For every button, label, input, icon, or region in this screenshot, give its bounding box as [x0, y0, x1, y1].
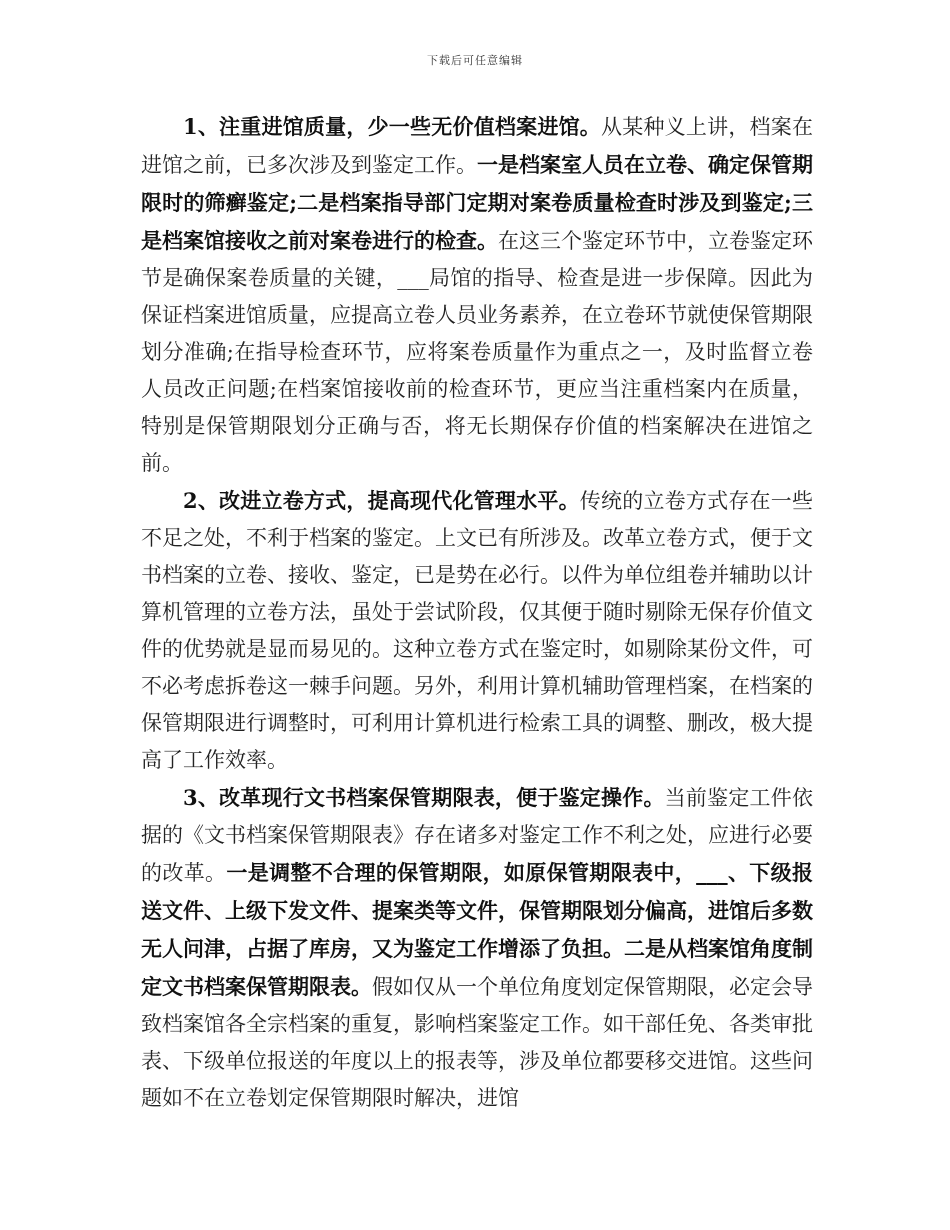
paragraph-2-text: 传统的立卷方式存在一些不足之处，不利于档案的鉴定。上文已有所涉及。改革立卷方式，便于文书档案的立卷、接收、鉴定，已是势在必行。以件为单位组卷并辅助以计算机管理的立卷方法，虽处于尝试阶段，仅其便于随时剔除无保存价值文件的优势就是显而易见的。这种立卷方式在鉴定时，如剔除某份文件，可不必考虑拆卷这一棘手问题。另外，利用计算机辅助管理档案，在档案的保管期限进行调整时，可利用计算机进行检索工具的调整、删改，极大提高了工作效率。 [141, 489, 813, 772]
paragraph-1-text: 从某种义上讲，档案在进馆之前，已多次涉及到鉴定工作。 [141, 115, 813, 177]
paragraph-2-heading: 2、改进立卷方式，提高现代化管理水平。 [183, 488, 580, 513]
document-body [141, 108, 813, 1117]
paragraph-2 [141, 482, 813, 779]
paragraph-3-text: 当前鉴定工件依据的《文书档案保管期限表》存在诸多对鉴定工作不利之处，应进行必要的改革。 [141, 786, 813, 885]
paragraph-1-emphasis: 一是档案室人员在立卷、确定保管期限时的筛癣鉴定;二是档案指导部门定期对案卷质量检查时涉及到鉴定;三是档案馆接收之前对案卷进行的检查。 [141, 152, 813, 253]
paragraph-3-text-rest: 假如仅从一个单位角度划定保管期限，必定会导致档案馆各全宗档案的重复，影响档案鉴定工作。如干部任免、各类审批表、下级单位报送的年度以上的报表等，涉及单位都要移交进馆。这些问题如不在立卷划定保管期限时解决，进馆 [141, 975, 813, 1110]
paragraph-1-heading: 1、注重进馆质量，少一些无价值档案进馆。 [183, 114, 602, 139]
paragraph-3-heading: 3、改革现行文书档案保管期限表，便于鉴定操作。 [183, 785, 665, 810]
paragraph-3-emphasis: 一是调整不合理的保管期限，如原保管期限表中，___、下级报送文件、上级下发文件、提案类等文件，保管期限划分偏高，进馆后多数无人问津，占据了库房，又为鉴定工作增添了负担。二是从档案馆角度制定文书档案保管期限表。 [141, 860, 814, 999]
paragraph-3 [141, 779, 813, 1117]
page-header: 下载后可任意编辑 [427, 54, 523, 67]
paragraph-1-text-rest: 在这三个鉴定环节中，立卷鉴定环节是确保案卷质量的关键，___局馆的指导、检查是进一步保障。因此为保证档案进馆质量，应提高立卷人员业务素养，在立卷环节就使保管期限划分准确;在指导检查环节，应将案卷质量作为重点之一，及时监督立卷人员改正问题;在档案馆接收前的检查环节，更应当注重档案内在质量，特别是保管期限划分正确与否，将无长期保存价值的档案解决在进馆之前。 [141, 229, 813, 475]
paragraph-1 [141, 108, 813, 482]
